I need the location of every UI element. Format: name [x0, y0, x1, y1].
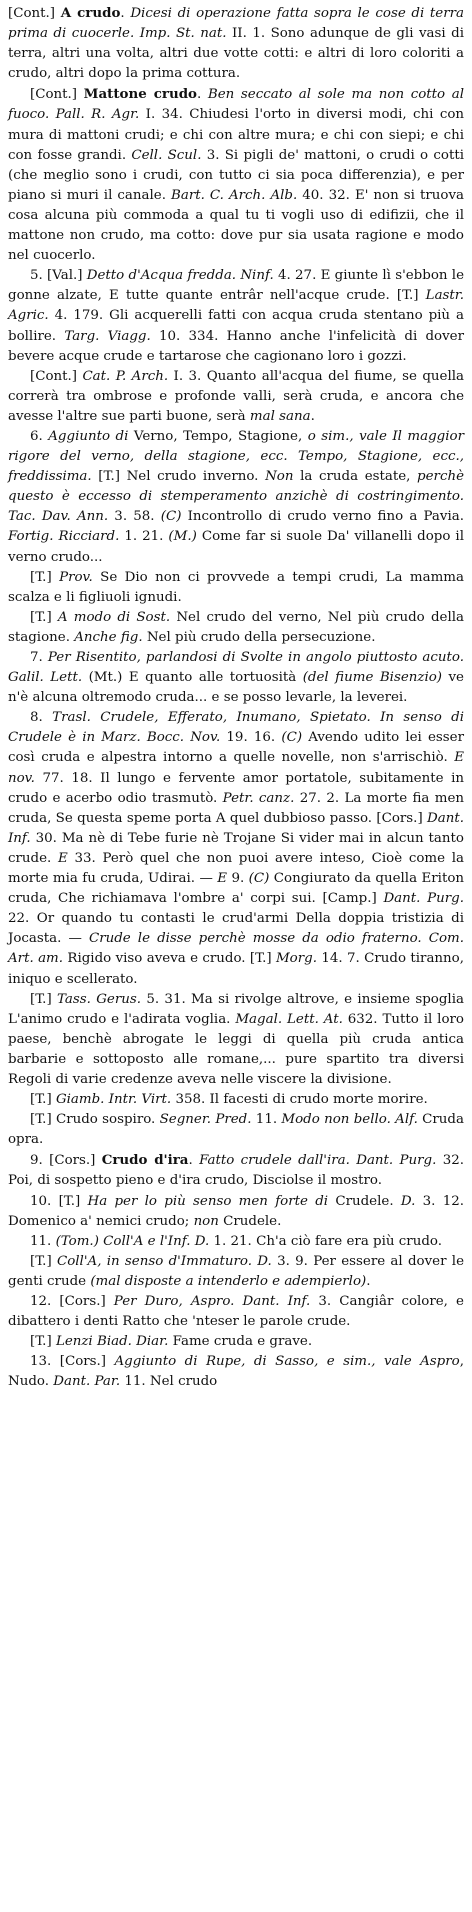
italic-text: Aggiunto di Rupe, di Sasso, e sim., vale Aspro [114, 1354, 460, 1370]
entry-text: 12. [Cors.] [30, 1294, 114, 1309]
entry-text: 632. Tutto il loro paese, benchè abrogate le leggi di quella più cruda antica barbarie e sottoposto alle romane,... pure spartito tra diversi Regoli di varie credenze aveva nelle viscere la divisione. [8, 1011, 464, 1087]
entry-text: 19. 16. [220, 730, 282, 746]
entry-paragraph [8, 1352, 464, 1392]
entry-paragraph [8, 367, 464, 427]
entry-text: 6. [30, 428, 49, 444]
entry-text: 3. Si pigli de' mattoni, o crudi o cotti (che meglio sono i crudi, con tutto ci sia poca differenzia), e per piano si muri il canale. [8, 147, 464, 203]
italic-text: Lastr. Agric. [8, 288, 464, 324]
italic-text: (M.) [168, 529, 197, 545]
entry-text: . [366, 1273, 371, 1289]
entry-text: 11. [251, 1112, 282, 1128]
entry-text: ve n'è alcuna oltremodo cruda... e se posso levarle, la leverei. [8, 670, 464, 706]
entry-text: 22. Or quando tu contasti le crud'armi Della doppia tristizia di Jocasta. — [8, 911, 464, 947]
entry-text: [T.] Nel crudo inverno. [91, 469, 266, 485]
italic-text: Lenzi Biad. Diar. [55, 1334, 169, 1350]
entry-text: Fame cruda e grave. [168, 1334, 313, 1350]
entry-text: Congiurato da quella Eriton cruda, Che richiamava l'ombre a' corpi sui. [Camp.] [8, 871, 465, 907]
entry-paragraph [8, 708, 464, 989]
italic-text: (mal disposte a intenderlo e adempierlo) [90, 1273, 367, 1289]
italic-text: Fortig. Ricciard. [8, 529, 120, 545]
entry-text: Incontrollo di crudo verno fino a Pavia. [181, 509, 464, 525]
entry-paragraph [8, 990, 464, 1090]
italic-text: Dant. Par. [53, 1374, 121, 1390]
italic-text: E [57, 850, 68, 866]
italic-text: E [217, 871, 228, 887]
italic-text: Morg. [275, 951, 317, 967]
entry-text: 14. 7. Crudo tiranno, iniquo e scellerato. [8, 951, 464, 987]
entry-paragraph [8, 608, 464, 648]
entry-text: 7. [30, 650, 48, 665]
italic-text: Prov. [59, 569, 93, 585]
italic-text: Ha per lo più senso men forte di [87, 1193, 329, 1209]
italic-text: A modo di Sost. [57, 609, 171, 625]
entry-text: 10. [T.] [30, 1193, 88, 1209]
italic-text: Modo non bello. Alf. [281, 1112, 418, 1128]
italic-text: (C) [248, 871, 270, 887]
entry-text: la cruda estate, [293, 469, 418, 485]
entry-text: 33. Però quel che non puoi avere inteso, Cioè come la morte mia fu cruda, Udirai. — [8, 850, 464, 887]
italic-text: o sim., vale Il maggior rigore del verno, della stagione, ecc. Tempo, Stagione, ecc., freddissima. [8, 428, 464, 485]
entry-paragraph [8, 427, 464, 568]
entry-text: . [120, 6, 131, 21]
headword: Mattone crudo [83, 86, 197, 103]
entry-text: 9. [227, 871, 249, 887]
entry-text: [T.] Crudo sospiro. [30, 1112, 160, 1128]
entry-text: 40. 32. E' non si truova cosa alcuna più commoda a qual tu ti vogli uso di edifizii, che il mattone non crudo, ma cotto: dove pur sia usata ragione e modo nel cuocerlo. [8, 187, 464, 264]
italic-text: Tass. Gerus. [57, 991, 141, 1007]
entry-paragraph [8, 1292, 464, 1332]
entry-paragraph [8, 1332, 464, 1352]
headword: A crudo [60, 5, 121, 21]
entry-paragraph [8, 1252, 464, 1292]
entry-text: [T.] [30, 991, 57, 1007]
italic-text: (del fiume Bisenzio) [302, 670, 443, 686]
entry-text: [Cont.] [30, 368, 83, 384]
italic-text: E nov. [8, 750, 464, 786]
entry-text: Nel crudo del verno, Nel più crudo della stagione. [8, 609, 464, 645]
italic-text: Aggiunto di [48, 428, 129, 444]
italic-text: Cell. Scul. [131, 147, 202, 163]
entry-text: [Cont.] [8, 6, 61, 21]
italic-text: Giamb. Intr. Virt. [55, 1092, 172, 1108]
entry-text: [T.] [30, 1334, 56, 1350]
entry-text: 3. 58. [108, 509, 161, 525]
italic-text: Ben seccato al sole ma non cotto al fuoco. Pall. R. Agr. [8, 87, 464, 123]
entry-paragraph [8, 3, 464, 84]
italic-text: Detto d'Acqua fredda. Ninf. [86, 268, 274, 284]
entry-text: 358. Il facesti di crudo morte morire. [171, 1092, 428, 1108]
entry-text: 8. [30, 710, 53, 726]
italic-text: Per Risentito, parlandosi di Svolte in angolo piuttosto acuto. Galil. Lett. [8, 650, 464, 686]
entry-text: 32. Poi, di sospetto pieno e d'ira crudo, Disciolse il mostro. [8, 1153, 465, 1189]
italic-text: (C) [160, 509, 182, 525]
entry-text: (Mt.) E quanto alle tortuosità [82, 670, 303, 686]
italic-text: D. [400, 1193, 416, 1209]
entry-text: [T.] [30, 1253, 57, 1269]
entry-text: I. 34. Chiudesi l'orto in diversi modi, chi con mura di mattoni crudi; e chi con altre mura; e chi con siepi; e chi con fosse grandi. [8, 107, 465, 163]
entry-text: 4. 27. E giunte lì s'ebbon le gonne alzate, E tutte quante entrâr nell'acque crude. [T.] [8, 268, 464, 304]
italic-text: Cat. P. Arch. [82, 368, 169, 384]
italic-text: Anche fig. [74, 629, 143, 645]
italic-text: (C) [281, 730, 303, 746]
entry-text: 30. Ma nè di Tebe furie nè Trojane Si vider mai in alcun tanto crude. [8, 830, 464, 866]
italic-text: Trasl. Crudele, Efferato, Inumano, Spietato. In senso di Crudele è in Marz. Bocc. Nov. [8, 710, 464, 746]
entry-paragraph [8, 568, 464, 608]
italic-text: Fatto crudele dall'ira. Dant. Purg. [199, 1153, 437, 1169]
entry-text: 4. 179. Gli acquerelli fatti con acqua cruda stentano più a bollire. [8, 308, 464, 344]
entry-paragraph [8, 1090, 464, 1110]
entry-text: Come far si suole Da' villanelli dopo il verno crudo... [8, 529, 464, 565]
entry-text: Se Dio non ci provvede a tempi crudi, La mamma scalza e li figliuoli ignudi. [8, 569, 464, 605]
italic-text: Crude le disse perchè mosse da odio fraterno. Com. Art. am. [8, 931, 464, 967]
entry-text: Avendo udito lei esser così cruda e alpestra intorno a quelle novelle, non s'arrischiò. [8, 730, 464, 766]
entry-paragraph [8, 1192, 464, 1232]
entry-text: II. 1. Sono adunque de gli vasi di terra, altri una volta, altri due votte cotti: e altri di loro coloriti a crudo, altri dopo la prima cottura. [8, 26, 465, 82]
entry-text: 11. [30, 1233, 56, 1249]
entry-paragraph [8, 648, 464, 708]
entry-text: [T.] [30, 569, 60, 585]
italic-text: Magal. Lett. At. [235, 1011, 343, 1027]
italic-text: Per Duro, Aspro. Dant. Inf. [113, 1294, 311, 1309]
entry-text: 11. Nel crudo [120, 1374, 218, 1390]
italic-text: non [193, 1213, 219, 1229]
entry-text: Crudele. [218, 1213, 282, 1229]
italic-text: perchè questo è eccesso di stemperamento anzichè di costringimento. Tac. Dav. Ann. [8, 469, 464, 525]
entry-text: Cruda opra. [8, 1112, 464, 1148]
entry-text: 10. 334. Hanno anche l'infelicità di dover bevere acque crude e tartarose che cagionano loro i gozzi. [8, 328, 465, 364]
italic-text: mal sana [249, 408, 311, 424]
entry-text: Nel più crudo della persecuzione. [142, 629, 376, 645]
italic-text: Dant. Inf. [8, 810, 464, 846]
entry-text: 5. [Val.] [30, 268, 87, 284]
entry-text: Verno, Tempo, Stagione, [128, 428, 308, 444]
italic-text: Bart. C. Arch. Alb. [171, 187, 298, 203]
italic-text: Dant. Purg. [383, 891, 464, 907]
entry-text: , Nudo. [8, 1354, 464, 1390]
entry-text: 1. 21. Ch'a ciò fare era più crudo. [209, 1233, 442, 1249]
headword: Crudo d'ira [101, 1152, 189, 1169]
entry-text: 13. [Cors.] [30, 1354, 115, 1370]
entry-text: 5. 31. Ma si rivolge altrove, e insieme spoglia L'animo crudo e l'adirata voglia. [8, 991, 464, 1027]
entry-text: . [188, 1153, 200, 1169]
italic-text: (Tom.) Coll'A e l'Inf. D. [55, 1233, 210, 1249]
entry-paragraph [8, 1232, 464, 1252]
entry-text: I. 3. Quanto all'acqua del fiume, se quella correrà tra ombrose e profonde valli, serà cruda, e ancora che avesse l'altre sue parti buone, serà [8, 368, 464, 424]
entry-text: . [310, 408, 315, 424]
italic-text: Segner. Pred. [159, 1112, 252, 1128]
entry-paragraph [8, 1110, 464, 1150]
entry-text: 27. 2. La morte fia men cruda, Se questa speme porta A quel dubbioso passo. [Cors.] [8, 790, 464, 826]
entry-text: Crudele. [328, 1193, 401, 1209]
entry-paragraph [8, 84, 464, 266]
italic-text: Non [265, 469, 294, 485]
entry-text: 1. 21. [119, 529, 169, 545]
italic-text: Targ. Viagg. [64, 328, 151, 344]
italic-text: Coll'A, in senso d'Immaturo. D. [56, 1253, 272, 1269]
entry-text: 77. 18. Il lungo e fervente amor portatole, subitamente in crudo e acerbo odio trasmutò. [8, 770, 464, 806]
italic-text: Dicesi di operazione fatta sopra le cose di terra prima di cuocerle. Imp. St. nat. [8, 6, 465, 42]
entry-text: 3. Cangiâr colore, e dibattero i denti Ratto che 'nteser le parole crude. [8, 1294, 464, 1330]
entry-text: 9. [Cors.] [30, 1153, 102, 1169]
entry-text: [T.] [30, 1092, 56, 1108]
entry-text: 3. 12. Domenico a' nemici crudo; [8, 1193, 465, 1229]
entry-text: Rigido viso aveva e crudo. [T.] [63, 951, 276, 967]
italic-text: Petr. canz. [222, 790, 295, 806]
entry-text: [T.] [30, 609, 58, 625]
entry-text: [Cont.] [30, 87, 84, 103]
entry-text: 3. 9. Per essere al dover le genti crude [8, 1253, 465, 1289]
entry-paragraph [8, 1150, 464, 1191]
entry-text: . [197, 87, 208, 103]
entry-paragraph [8, 266, 464, 366]
